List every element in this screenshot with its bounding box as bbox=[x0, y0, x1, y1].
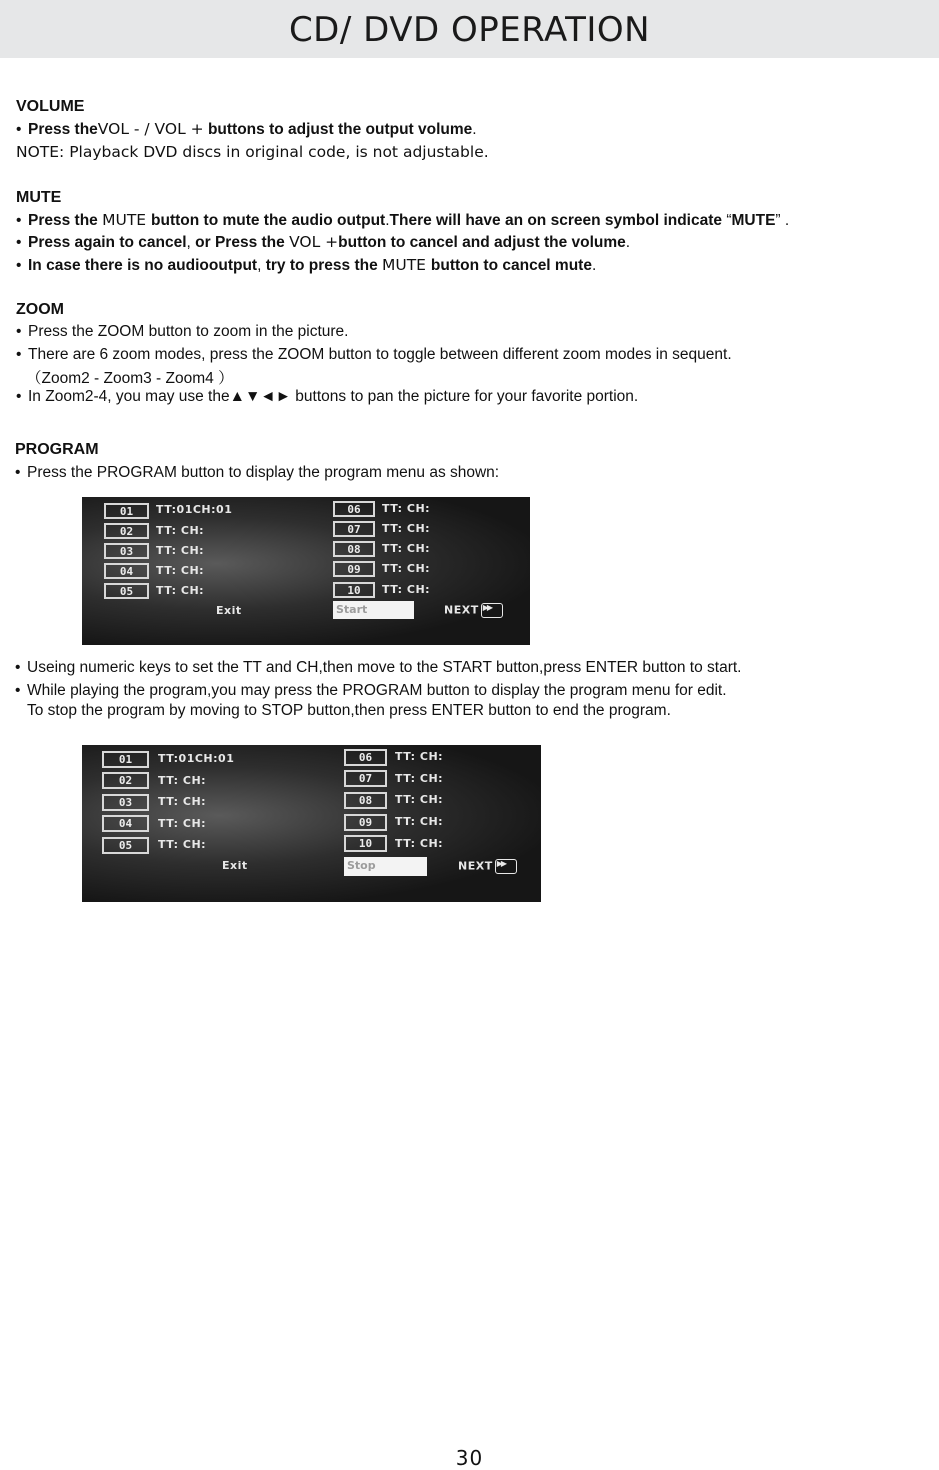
program-slot: 01 bbox=[102, 751, 149, 768]
start-option: Start bbox=[333, 601, 414, 619]
program-slot: 09 bbox=[344, 814, 387, 831]
zoom-heading: ZOOM bbox=[16, 301, 64, 318]
bullet-dot: • bbox=[16, 388, 22, 405]
program-slot: 02 bbox=[104, 523, 149, 539]
program-slot: 04 bbox=[102, 815, 149, 832]
mute-bullet-3: • In case there is no audiooutput, try to press the MUTE button to cancel mute. bbox=[16, 256, 597, 274]
slot-value: TT:01CH:01 bbox=[158, 752, 235, 765]
slot-value: TT: CH: bbox=[395, 837, 444, 850]
program-slot: 09 bbox=[333, 561, 375, 577]
page-number: 30 bbox=[455, 1446, 484, 1470]
program-slot: 10 bbox=[344, 835, 387, 852]
program-bullet-1: • Press the PROGRAM button to display the program menu as shown: bbox=[15, 464, 500, 481]
slot-value: TT: CH: bbox=[382, 502, 431, 515]
bullet-dot: • bbox=[15, 464, 21, 481]
next-label: NEXT▶▶ bbox=[458, 859, 517, 874]
zoom-bullet-2-cont: （Zoom2 - Zoom3 - Zoom4 ） bbox=[26, 370, 234, 387]
program-slot: 02 bbox=[102, 772, 149, 789]
slot-value: TT: CH: bbox=[156, 564, 205, 577]
mute-bullet-2: • Press again to cancel, or Press the VOL +button to cancel and adjust the volume. bbox=[16, 233, 631, 251]
slot-value: TT: CH: bbox=[382, 562, 431, 575]
stop-option: Stop bbox=[344, 857, 427, 876]
slot-value: TT: CH: bbox=[156, 584, 205, 597]
program-bullet-2: • Useing numeric keys to set the TT and CH,then move to the START button,press ENTER button to start. bbox=[15, 659, 742, 676]
program-slot: 06 bbox=[333, 501, 375, 517]
next-icon bbox=[481, 603, 503, 618]
exit-label: Exit bbox=[222, 859, 248, 872]
slot-value: TT:01CH:01 bbox=[156, 503, 233, 516]
program-menu-screenshot-start bbox=[82, 497, 530, 645]
program-slot: 08 bbox=[344, 792, 387, 809]
slot-value: TT: CH: bbox=[158, 795, 207, 808]
slot-value: TT: CH: bbox=[395, 772, 444, 785]
volume-note: NOTE: Playback DVD discs in original code, is not adjustable. bbox=[16, 143, 489, 161]
program-slot: 08 bbox=[333, 541, 375, 557]
page-header bbox=[0, 0, 939, 58]
mute-heading: MUTE bbox=[16, 189, 62, 206]
slot-value: TT: CH: bbox=[158, 838, 207, 851]
bullet-dot: • bbox=[15, 659, 21, 676]
next-label: NEXT▶▶ bbox=[444, 603, 503, 618]
program-slot: 05 bbox=[102, 837, 149, 854]
program-slot: 07 bbox=[333, 521, 375, 537]
program-slot: 04 bbox=[104, 563, 149, 579]
slot-value: TT: CH: bbox=[156, 544, 205, 557]
slot-value: TT: CH: bbox=[156, 524, 205, 537]
program-slot: 07 bbox=[344, 770, 387, 787]
volume-bullet: • Press theVOL - / VOL + buttons to adjust the output volume. bbox=[16, 120, 477, 138]
next-icon bbox=[495, 859, 517, 874]
slot-value: TT: CH: bbox=[382, 542, 431, 555]
volume-heading: VOLUME bbox=[16, 98, 85, 115]
zoom-bullet-2: • There are 6 zoom modes, press the ZOOM button to toggle between different zoom modes in sequent. bbox=[16, 346, 732, 363]
slot-value: TT: CH: bbox=[395, 750, 444, 763]
exit-label: Exit bbox=[216, 604, 242, 617]
zoom-bullet-3: • In Zoom2-4, you may use the▲▼◄► buttons to pan the picture for your favorite portion. bbox=[16, 388, 639, 405]
program-slot: 10 bbox=[333, 582, 375, 598]
bullet-dot: • bbox=[15, 682, 21, 699]
zoom-bullet-1: • Press the ZOOM button to zoom in the picture. bbox=[16, 323, 349, 340]
arrow-keys-icon: ▲▼◄► bbox=[229, 388, 291, 405]
program-slot: 01 bbox=[104, 503, 149, 519]
slot-value: TT: CH: bbox=[158, 817, 207, 830]
program-bullet-3: • While playing the program,you may press the PROGRAM button to display the program menu for edit. bbox=[15, 682, 727, 699]
slot-value: TT: CH: bbox=[158, 774, 207, 787]
mute-bullet-1: • Press the MUTE button to mute the audio output.There will have an on screen symbol indicate “MUTE” . bbox=[16, 211, 790, 229]
bullet-dot: • bbox=[16, 257, 22, 274]
program-menu-screenshot-stop bbox=[82, 745, 541, 902]
bullet-dot: • bbox=[16, 212, 22, 229]
bullet-dot: • bbox=[16, 323, 22, 340]
slot-value: TT: CH: bbox=[382, 583, 431, 596]
page-title: CD/ DVD OPERATION bbox=[288, 10, 651, 50]
bullet-dot: • bbox=[16, 121, 22, 138]
program-bullet-3-cont: To stop the program by moving to STOP button,then press ENTER button to end the program. bbox=[27, 702, 671, 719]
bullet-dot: • bbox=[16, 234, 22, 251]
program-slot: 06 bbox=[344, 749, 387, 766]
bullet-dot: • bbox=[16, 346, 22, 363]
program-slot: 05 bbox=[104, 583, 149, 599]
program-heading: PROGRAM bbox=[15, 441, 99, 458]
slot-value: TT: CH: bbox=[382, 522, 431, 535]
program-slot: 03 bbox=[102, 794, 149, 811]
slot-value: TT: CH: bbox=[395, 815, 444, 828]
program-slot: 03 bbox=[104, 543, 149, 559]
slot-value: TT: CH: bbox=[395, 793, 444, 806]
